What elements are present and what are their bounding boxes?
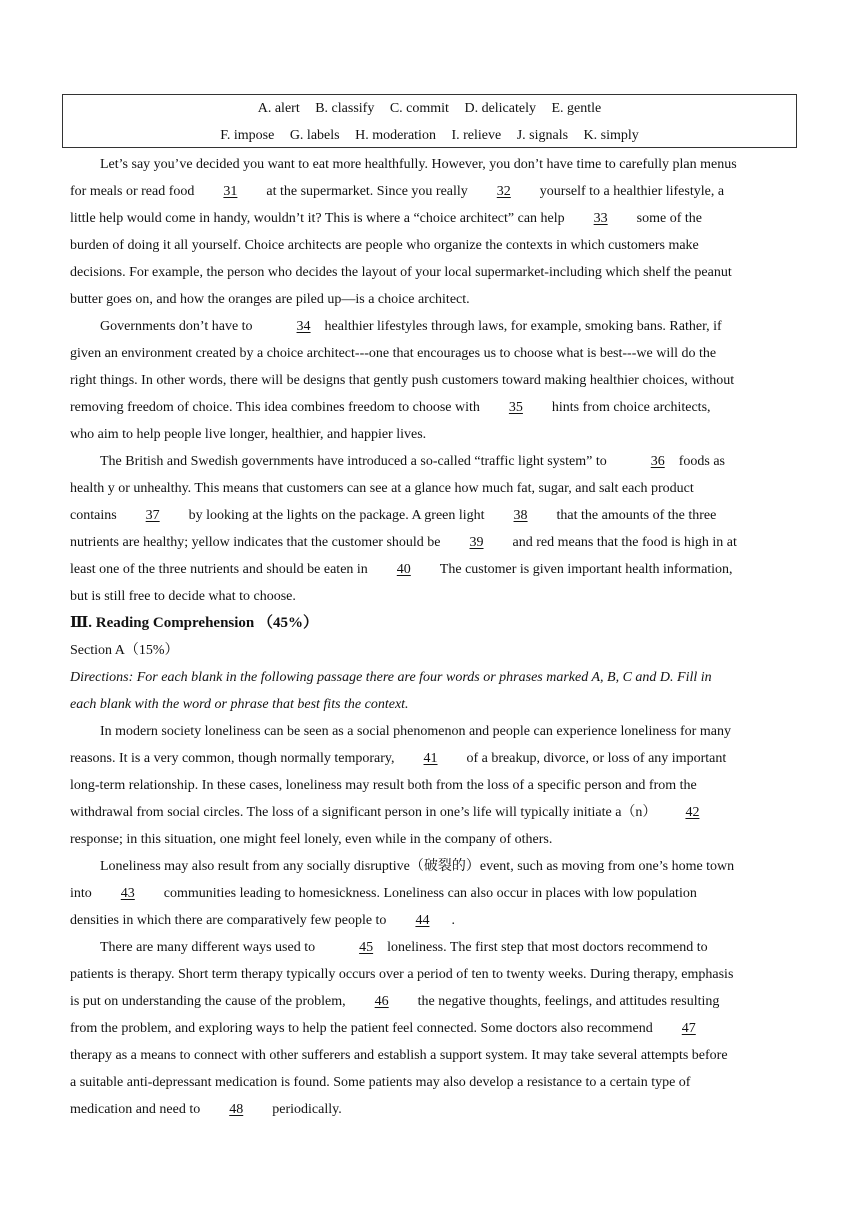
option-k: K. simply xyxy=(583,128,639,143)
word-bank-row-2 xyxy=(63,125,796,147)
section-block xyxy=(70,610,795,718)
blank-46[interactable]: 46 xyxy=(374,994,389,1009)
blank-33[interactable]: 33 xyxy=(593,211,608,226)
option-b: B. classify xyxy=(315,101,375,116)
option-e: E. gentle xyxy=(551,101,602,116)
document-body xyxy=(70,151,795,1123)
paragraph-1: Let’s say you’ve decided you want to eat more healthfully. However, you don’t have time to carefully plan menus for meals or read food 31 at the supermarket. Since you really 32 yourself to a healthier lifestyle, a little help would come in handy, wouldn’t it? This is where a “choice architect” can help 33 some of the burden of doing it all yourself. Choice architects are people who organize the contexts in which customers make decisions. For example, the person who decides the layout of your local supermarket-including which shelf the peanut butter goes on, and how the oranges are piled up—is a choice architect. xyxy=(70,157,737,307)
option-c: C. commit xyxy=(389,101,449,116)
paragraph-6: There are many different ways used to 45 loneliness. The first step that most doctors recommend to patients is therapy. Short term therapy typically occurs over a period of ten to twenty weeks. During therapy, emphasis is put on understanding the cause of the problem, 46 the negative thoughts, feelings, and attitudes resulting from the problem, and exploring ways to help the patient feel connected. Some doctors also recommend 47 therapy as a means to connect with other sufferers and establish a support system. It may take several attempts before a suitable anti-depressant medication is found. Some patients may also develop a resistance to a certain type of medication and need to 48 periodically. xyxy=(70,934,795,1123)
option-g: G. labels xyxy=(289,128,340,143)
blank-45[interactable]: 45 xyxy=(359,940,374,955)
word-bank-row-1 xyxy=(63,98,796,120)
option-i: I. relieve xyxy=(451,128,502,143)
option-h: H. moderation xyxy=(355,128,436,143)
blank-32[interactable]: 32 xyxy=(496,184,511,199)
directions-line-2: each blank with the word or phrase that best fits the context. xyxy=(70,697,409,712)
blank-36[interactable]: 36 xyxy=(650,454,665,469)
option-d: D. delicately xyxy=(464,101,536,116)
option-f: F. impose xyxy=(220,128,275,143)
blank-48[interactable]: 48 xyxy=(229,1102,244,1117)
blank-42[interactable]: 42 xyxy=(685,805,700,820)
blank-31[interactable]: 31 xyxy=(223,184,238,199)
blank-39[interactable]: 39 xyxy=(469,535,484,550)
section-heading: Ⅲ. Reading Comprehension （45%） xyxy=(70,615,319,631)
blank-38[interactable]: 38 xyxy=(513,508,528,523)
blank-35[interactable]: 35 xyxy=(508,400,523,415)
blank-43[interactable]: 43 xyxy=(120,886,135,901)
blank-41[interactable]: 41 xyxy=(423,751,438,766)
blank-40[interactable]: 40 xyxy=(396,562,411,577)
section-subheading: Section A（15%） xyxy=(70,643,179,658)
blank-47[interactable]: 47 xyxy=(681,1021,696,1036)
blank-44[interactable]: 44 xyxy=(415,913,430,928)
blank-34[interactable]: 34 xyxy=(296,319,311,334)
option-j: J. signals xyxy=(516,128,569,143)
option-a: A. alert xyxy=(257,101,300,116)
paragraph-2: Governments don’t have to 34 healthier lifestyles through laws, for example, smoking bans. Rather, if given an environment created by a choice architect---one that encourages us to choose what is best---we will do the right things. In other words, there will be designs that gently push customers toward making healthier choices, without removing freedom of choice. This idea combines freedom to choose with 35 hints from choice architects, who aim to help people live longer, healthier, and happier lives. xyxy=(70,313,795,448)
paragraph-5: Loneliness may also result from any socially disruptive（破裂的）event, such as moving from one’s home town into 43 communities leading to homesickness. Loneliness can also occur in places with low population densities in which there are comparatively few people to 44 . xyxy=(70,853,795,934)
word-bank-box xyxy=(62,94,797,148)
paragraph-3: The British and Swedish governments have introduced a so-called “traffic light system” to 36 foods as health y or unhealthy. This means that customers can see at a glance how much fat, sugar, and salt each product contains 37 by looking at the lights on the package. A green light 38 that the amounts of the three nutrients are healthy; yellow indicates that the customer should be 39 and red means that the food is high in at least one of the three nutrients and should be eaten in 40 The customer is given important health information, but is still free to decide what to choose. xyxy=(70,448,795,610)
paragraph-4: In modern society loneliness can be seen as a social phenomenon and people can experience loneliness for many reasons. It is a very common, though normally temporary, 41 of a breakup, divorce, or loss of any important long-term relationship. In these cases, loneliness may result both from the loss of a specific person and from the withdrawal from social circles. The loss of a significant person in one’s life will typically initiate a（n） 42 response; in this situation, one might feel lonely, even while in the company of others. xyxy=(70,724,731,847)
directions-line-1: Directions: For each blank in the following passage there are four words or phrases marked A, B, C and D. Fill in xyxy=(70,670,712,685)
blank-37[interactable]: 37 xyxy=(145,508,160,523)
